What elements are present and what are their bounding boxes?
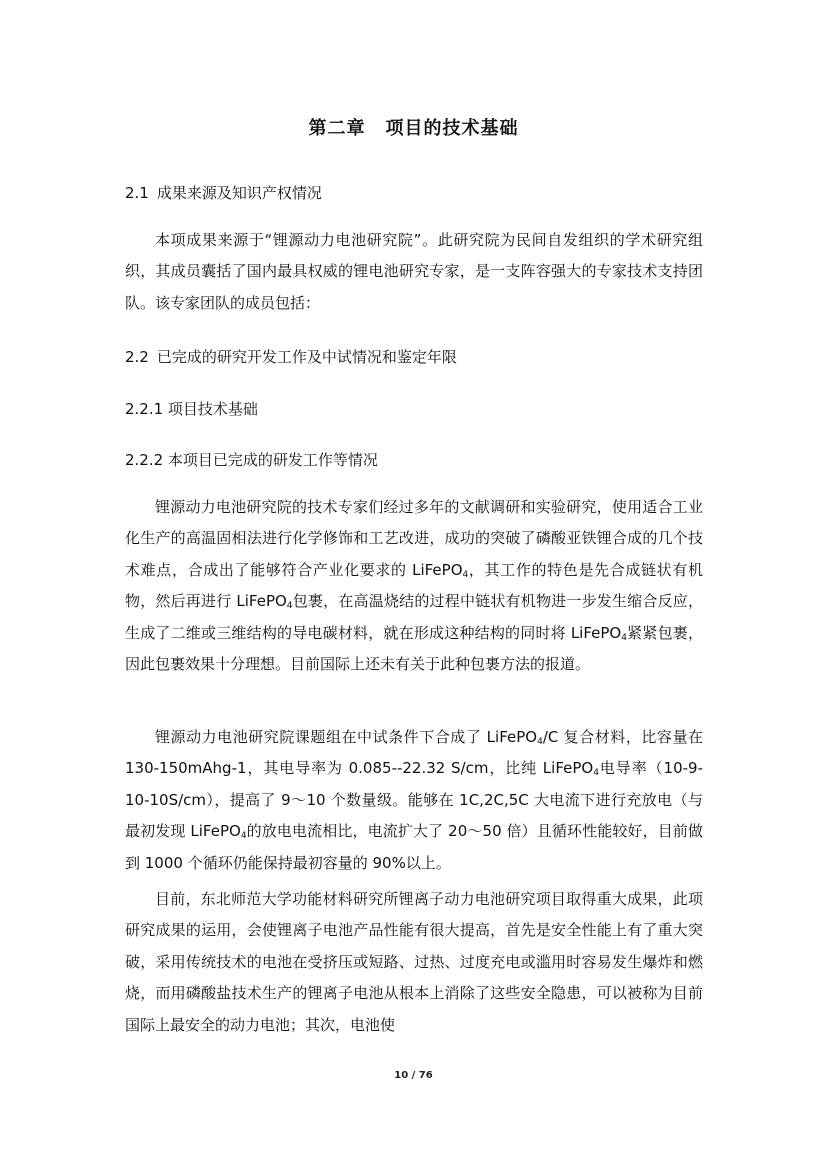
subscript: 4: [286, 601, 293, 612]
section-number: 2.2: [125, 348, 149, 366]
text-run: 紧紧包裹，因此包裹效果十分理想。目前国际上还未有关于此种包裹方法的报道。: [125, 623, 703, 674]
paragraph-source: 本项成果来源于“锂源动力电池研究院”。此研究院为民间自发组织的学术研究组织，其成员囊括了国内最具权威的锂电池研究专家，是一支阵容强大的专家技术支持团队。该专家团队的成员包括：: [125, 231, 703, 312]
text-run: 锂源动力电池研究院的技术专家们经过多年的文献调研和实验研究，使用适合工业化生产的高温固相法进行化学修饰和工艺改进，成功的突破了磷酸亚铁锂合成的几个技术难点，合成出了能够符合产业化要求的 LiFePO: [125, 498, 703, 579]
section-heading-2-2-1: 2.2.1 项目技术基础: [125, 400, 258, 418]
text-run: /C 复合材料，比容量在 130-150mAhg-1，其电导率为 0.085--22.32 S/cm，比纯 LiFePO: [125, 728, 703, 778]
section-text: 成果来源及知识产权情况: [156, 184, 322, 202]
text-run: 包裹，在高温烧结的过程中链状有机物进一步发生缩合反应，生成了二维或三维结构的导电碳材料，就在形成这种结构的同时将 LiFePO: [125, 592, 703, 642]
section-heading-2-1: [125, 182, 322, 203]
chapter-number: 第二章: [308, 118, 366, 139]
page-number: 10 / 76: [394, 1070, 433, 1081]
paragraph-achievements: 目前，东北师范大学功能材料研究所锂离子动力电池研究项目取得重大成果，此项研究成果的运用，会使锂离子电池产品性能有很大提高，首先是安全性能上有了重大突破，采用传统技术的电池在受挤压或短路、过热、过度充电或滥用时容易发生爆炸和燃烧，而用磷酸盐技术生产的锂离子电池从根本上消除了这些安全隐患，可以被称为目前国际上最安全的动力电池；其次，电池使: [125, 890, 703, 1034]
section-text: 已完成的研究开发工作及中试情况和鉴定年限: [156, 348, 457, 366]
section-heading-2-2: [125, 346, 457, 367]
section-number: 2.1: [125, 184, 149, 202]
text-run: 的放电电流相比，电流扩大了 20～50 倍）且循环性能较好，目前做到 1000 个循环仍能保持最初容量的 90%以上。: [125, 822, 703, 872]
subscript: 4: [240, 831, 247, 842]
section-heading-2-2-2: 2.2.2 本项目已完成的研发工作等情况: [125, 451, 378, 469]
subscript: 4: [593, 768, 599, 779]
subscript: 4: [462, 569, 469, 580]
paragraph-pilot-test: [125, 722, 703, 879]
subscript: 4: [537, 737, 543, 747]
text-run: ，其工作的特色是先合成链状有机物，然后再进行 LiFePO: [125, 560, 703, 611]
chapter-name: 项目的技术基础: [385, 118, 519, 139]
paragraph-research: [125, 492, 703, 680]
text-run: 锂源动力电池研究院课题组在中试条件下合成了 LiFePO: [155, 728, 538, 746]
text-run: 电导率（10-9-10-10S/cm），提高了 9～10 个数量级。能够在 1C,2C,5C 大电流下进行充放电（与最初发现 LiFePO: [125, 759, 703, 841]
subscript: 4: [621, 632, 627, 643]
chapter-title: [0, 114, 827, 140]
